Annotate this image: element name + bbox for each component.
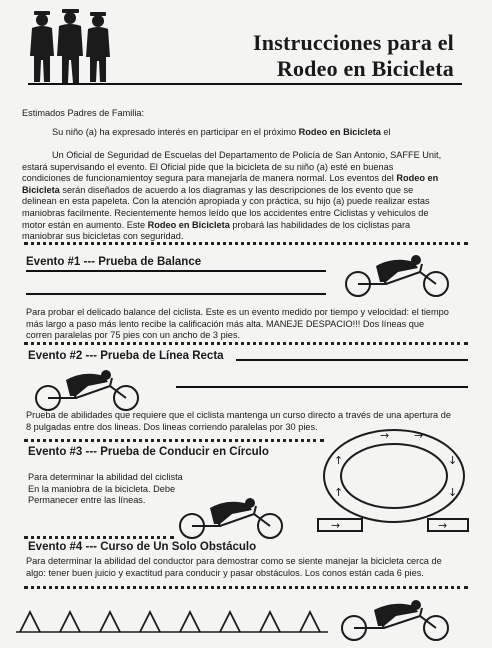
traffic-cone-icon [100, 612, 120, 632]
circle-track-icon [316, 424, 472, 542]
salutation: Estimados Padres de Familia: [22, 108, 145, 118]
cyclist-icon [336, 252, 462, 298]
event-1-lane-bottom [26, 293, 326, 295]
section-divider [24, 342, 468, 345]
traffic-cone-icon [300, 612, 320, 632]
event-2-line-bottom [176, 386, 468, 388]
cone-row [14, 606, 334, 636]
event-2-heading: Evento #2 --- Prueba de Línea Recta [28, 350, 224, 362]
section-divider [24, 242, 468, 245]
svg-text:→: → [331, 519, 341, 532]
cyclist-icon [28, 368, 152, 412]
traffic-cone-icon [180, 612, 200, 632]
svg-text:→: → [438, 519, 448, 532]
title-rule [28, 83, 462, 85]
svg-text:↓: ↓ [448, 486, 458, 499]
traffic-cone-icon [220, 612, 240, 632]
police-officers-icon [28, 6, 114, 84]
event-3-heading: Evento #3 --- Prueba de Conducir en Círculo [28, 446, 269, 458]
cyclist-icon [332, 596, 462, 642]
event-4-description: Para determinar la abilidad del conductor para demostrar como se siente manejar la bicicleta cerca de algo: tener buen juicio y exactitud para conducir y pasar obstáculos. Los conos están cada 6 pies. [26, 556, 442, 578]
event-2-description: Prueba de abilidades que requiere que el ciclista mantenga un curso directo a través de una apertura de 8 pulgadas entre dos lineas. Dos lineas corriendo paralelas por 30 pies. [26, 410, 451, 432]
traffic-cone-icon [260, 612, 280, 632]
event-4-heading: Evento #4 --- Curso de Un Solo Obstáculo [28, 541, 257, 553]
svg-text:↑: ↑ [334, 454, 344, 467]
event-1-lane-top [26, 270, 326, 272]
event-1-description: Para probar el delicado balance del ciclista. Este es un evento medido por tiempo y velocidad: el tiempo más largo a paso más lento recibe la calificación más alta. MANEJE DESPACIO!!! Dos líneas que corren paralelas por 75 pies con un ancho de 3 pies. [26, 307, 449, 341]
section-divider [24, 536, 174, 539]
svg-text:↓: ↓ [448, 454, 458, 467]
traffic-cone-icon [20, 612, 40, 632]
traffic-cone-icon [60, 612, 80, 632]
event-2-line-top [236, 359, 468, 361]
event-1-heading: Evento #1 --- Prueba de Balance [26, 256, 202, 268]
page-title-line1: Instrucciones para el [253, 30, 454, 55]
letter-body: Un Oficial de Seguridad de Escuelas del Departamento de Policía de San Antonio, SAFFE Unit, estará supervisando el evento. El Oficial pide que la bicicleta de su niño (a) esté en buenas condiciones de funcionamientoy segura para manejarla de manera normal. Los eventos del Rodeo en Bicicleta serán diseñados de acuerdo a los diagramas y las descripciones de los evento que se delinean en esta papeleta. Con la atención apropiada y con práctica, su hijo (a) puede realizar estas maniobras facilmente. Recientemente hemos leído que los accidentes entre Ciclistas y vehiculos de motor están en aumento. Este Rodeo en Bicicleta probará las habilidades de los ciclistas para maniobrar sus bicicletas con seguridad. [22, 150, 442, 242]
cyclist-icon [172, 494, 296, 540]
svg-text:→: → [380, 429, 390, 442]
svg-text:↑: ↑ [334, 486, 344, 499]
traffic-cone-icon [140, 612, 160, 632]
section-divider [24, 439, 324, 442]
event-3-description: Para determinar la abilidad del ciclista En la maniobra de la bicicleta. Debe Permanecer entre las líneas. [28, 472, 183, 506]
intro-line: Su niño (a) ha expresado interés en participar en el próximo Rodeo en Bicicleta el [52, 127, 391, 137]
svg-text:→: → [414, 429, 424, 442]
section-divider [24, 586, 468, 589]
page-title-line2: Rodeo en Bicicleta [276, 56, 454, 81]
